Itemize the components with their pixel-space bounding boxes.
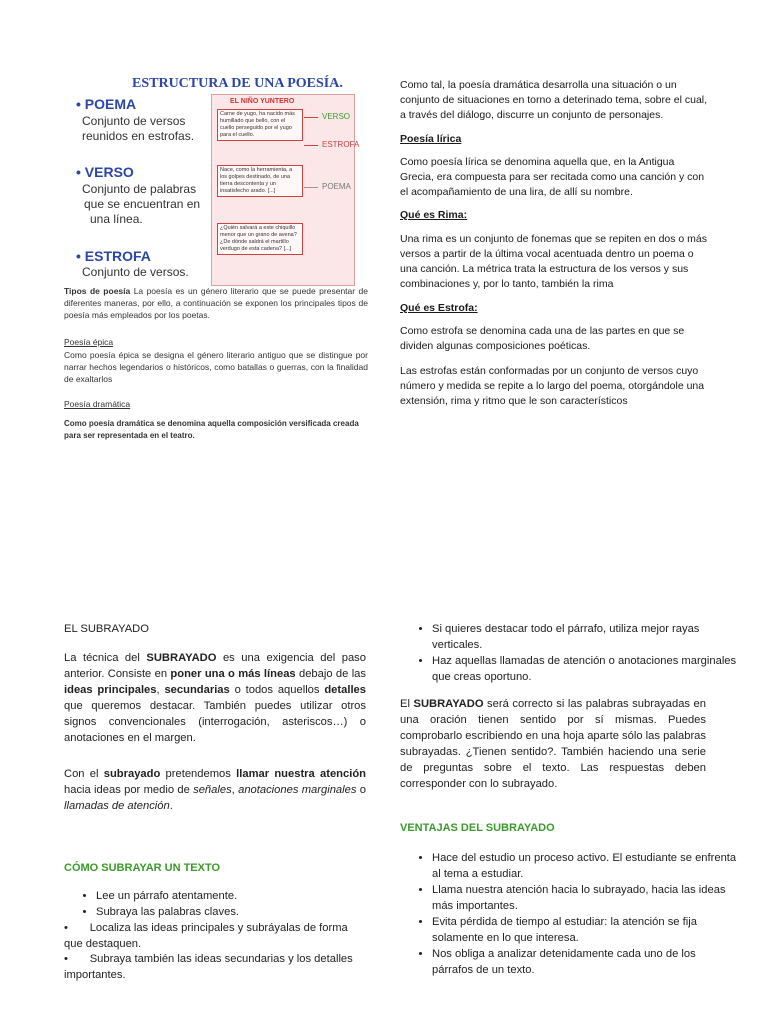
rima-text: Una rima es un conjunto de fonemas que se repiten en dos o más versos a partir de la última vocal acentuada dentro un poema o una canción. La métrica trata la estructura de los versos y sus combinaciones y, por lo tanto, también la rima — [400, 233, 708, 290]
subrayado-heading: EL SUBRAYADO — [64, 623, 149, 635]
verso-definition — [82, 182, 200, 227]
subrayado-correcto-paragraph — [400, 696, 706, 792]
figure-title: ESTRUCTURA DE UNA POESÍA. — [132, 76, 343, 91]
text: o todos aquellos — [229, 684, 325, 696]
label-poema: POEMA — [322, 182, 351, 191]
lirica-title: Poesía lírica — [400, 133, 462, 145]
estrofa-heading: • ESTROFA — [76, 248, 151, 264]
estrofa-line: Conjunto de versos. — [82, 265, 189, 279]
poem-title: EL NIÑO YUNTERO — [230, 98, 295, 105]
como-subrayar-heading: CÓMO SUBRAYAR UN TEXTO — [64, 862, 221, 874]
estrofa-title: Qué es Estrofa: — [400, 302, 478, 314]
text: pretendemos — [160, 768, 237, 780]
rima-title: Qué es Rima: — [400, 209, 468, 221]
label-estrofa: ESTROFA — [322, 140, 360, 149]
text: , — [231, 784, 239, 796]
epica-text: Como poesía épica se designa el género literario antiguo que se distingue por narrar hechos legendarios o históricos, como batallas o guerras, con la finalidad de exaltarlos — [64, 350, 368, 384]
verso-heading: • VERSO — [76, 164, 134, 180]
tipos-label: Tipos de poesía — [64, 286, 131, 296]
dramatica-continued: Como tal, la poesía dramática desarrolla una situación o un conjunto de situaciones en torno a deterinado tema, sobre el cual, a través del diálogo, discurre un conjunto de personajes. — [400, 79, 708, 121]
text-bold: ideas principales — [64, 684, 157, 696]
text-bold: detalles — [324, 684, 366, 696]
text: Localiza las ideas principales y subráyalas de forma que destaquen. — [64, 922, 348, 950]
poema-heading: • POEMA — [76, 96, 137, 112]
estrofa-definition — [82, 265, 189, 280]
dramatica-text: Como poesía dramática se denomina aquella composición versificada creada para ser representada en el teatro. — [64, 419, 359, 440]
text: . — [169, 800, 173, 812]
text: o — [356, 784, 366, 796]
text: hacia ideas por medio de — [64, 784, 194, 796]
stanza-2: Nace, como la herramienta, a los golpes destinado, de una tierra descontenta y un insatisfecho arado. [...] — [217, 165, 303, 197]
arrow-estrofa — [304, 145, 318, 146]
tipos-paragraph — [64, 285, 368, 321]
list-item: • Nos obliga a analizar detenidamente cada uno de los párrafos de un texto. — [432, 946, 738, 978]
ventajas-list — [400, 850, 738, 978]
dramatica-title: Poesía dramática — [64, 399, 131, 409]
step-3: • Localiza las ideas principales y subráyalas de forma que destaquen. — [64, 922, 348, 950]
ventajas-heading: VENTAJAS DEL SUBRAYADO — [400, 822, 555, 834]
text-bold: SUBRAYADO — [146, 652, 217, 664]
stanza-3: ¿Quién salvará a este chiquillo menor que un grano de avena? ¿De dónde saldrá el martillo verdugo de esta cadena? [...] — [217, 223, 303, 255]
text-bold: llamar nuestra atención — [236, 768, 366, 780]
step-4: • Subraya también las ideas secundarias y los detalles importantes. — [64, 953, 353, 981]
poem-structure-figure — [62, 74, 362, 284]
estrofa-text-1: Como estrofa se denomina cada una de las partes en que se dividen algunas composiciones poéticas. — [400, 325, 685, 352]
text: Subraya también las ideas secundarias y los detalles importantes. — [64, 953, 353, 981]
text: que queremos destacar. También puedes utilizar otros signos convencionales (interrogación, asteriscos…) o anotaciones en el margen. — [64, 700, 366, 744]
label-verso: VERSO — [322, 112, 351, 121]
tips-list — [400, 621, 738, 685]
text: debajo de las — [295, 668, 367, 680]
list-item: • Subraya las palabras claves. — [96, 904, 396, 920]
poema-line: Conjunto de versos — [82, 114, 186, 128]
epica-title: Poesía épica — [64, 337, 114, 347]
text: , — [156, 684, 165, 696]
poema-definition — [82, 114, 194, 144]
arrow-poema — [304, 187, 318, 188]
text-bold: secundarias — [164, 684, 230, 696]
list-item: • Lee un párrafo atentamente. — [96, 888, 396, 904]
verso-line: que se encuentran en — [84, 197, 201, 211]
text-italic: señales — [193, 784, 232, 796]
arrow-verso — [304, 117, 318, 118]
text: La técnica del — [64, 652, 147, 664]
text: El — [400, 698, 414, 710]
stanza-1: Carne de yugo, ha nacido más humillado que bello, con el cuello perseguido por el yugo para el cuello. — [217, 109, 303, 141]
tipos-text: La poesía es un género literario que se puede presentar de diferentes maneras, por ello, a continuación se exponen los principales tipos de poesía más empleados por los poetas. — [64, 286, 368, 320]
text: es una exigencia del paso anterior. Consiste en — [64, 652, 366, 680]
verso-line: Conjunto de palabras — [82, 182, 197, 196]
poem-example-box — [211, 94, 360, 286]
poema-line: reunidos en estrofas. — [82, 129, 195, 143]
subrayado-paragraph-1 — [64, 650, 366, 746]
list-item: • Hace del estudio un proceso activo. El estudiante se enfrenta al tema a estudiar. — [432, 850, 738, 882]
list-item: • Si quieres destacar todo el párrafo, utiliza mejor rayas verticales. — [432, 621, 738, 653]
list-item: • Evita pérdida de tiempo al estudiar: la atención se fija solamente en lo que interesa. — [432, 914, 738, 946]
text-italic: llamadas de atención — [64, 800, 170, 812]
verso-line: una línea. — [90, 212, 143, 226]
list-item: • Llama nuestra atención hacia lo subrayado, hacia las ideas más importantes. — [432, 882, 738, 914]
subrayado-paragraph-2 — [64, 766, 366, 814]
lirica-text: Como poesía lírica se denomina aquella que, en la Antigua Grecia, era compuesta para ser recitada como una canción y con el acompañamiento de una lira, de allí su nombre. — [400, 156, 705, 198]
text-italic: anotaciones marginales — [238, 784, 357, 796]
estrofa-text-2: Las estrofas están conformadas por un conjunto de versos cuyo número y medida se repite a lo largo del poema, otorgándole una extensión, rima y ritmo que le son característicos — [400, 365, 705, 407]
text: Con el — [64, 768, 104, 780]
text-bold: poner una o más líneas — [170, 668, 296, 680]
list-item: • Haz aquellas llamadas de atención o anotaciones marginales que creas oportuno. — [432, 653, 738, 685]
steps-list — [64, 888, 396, 920]
text: será correcto si las palabras subrayadas en una oración tienen sentido por sí mismas. Puedes comprobarlo escribiendo en una hoja aparte sólo las palabras subrayadas. ¿Tienen sentido?. También haciendo una serie de preguntas sobre el texto. Las respuestas deben corresponder con lo subrayado. — [400, 698, 706, 790]
text-bold: SUBRAYADO — [413, 698, 484, 710]
text-bold: subrayado — [103, 768, 161, 780]
